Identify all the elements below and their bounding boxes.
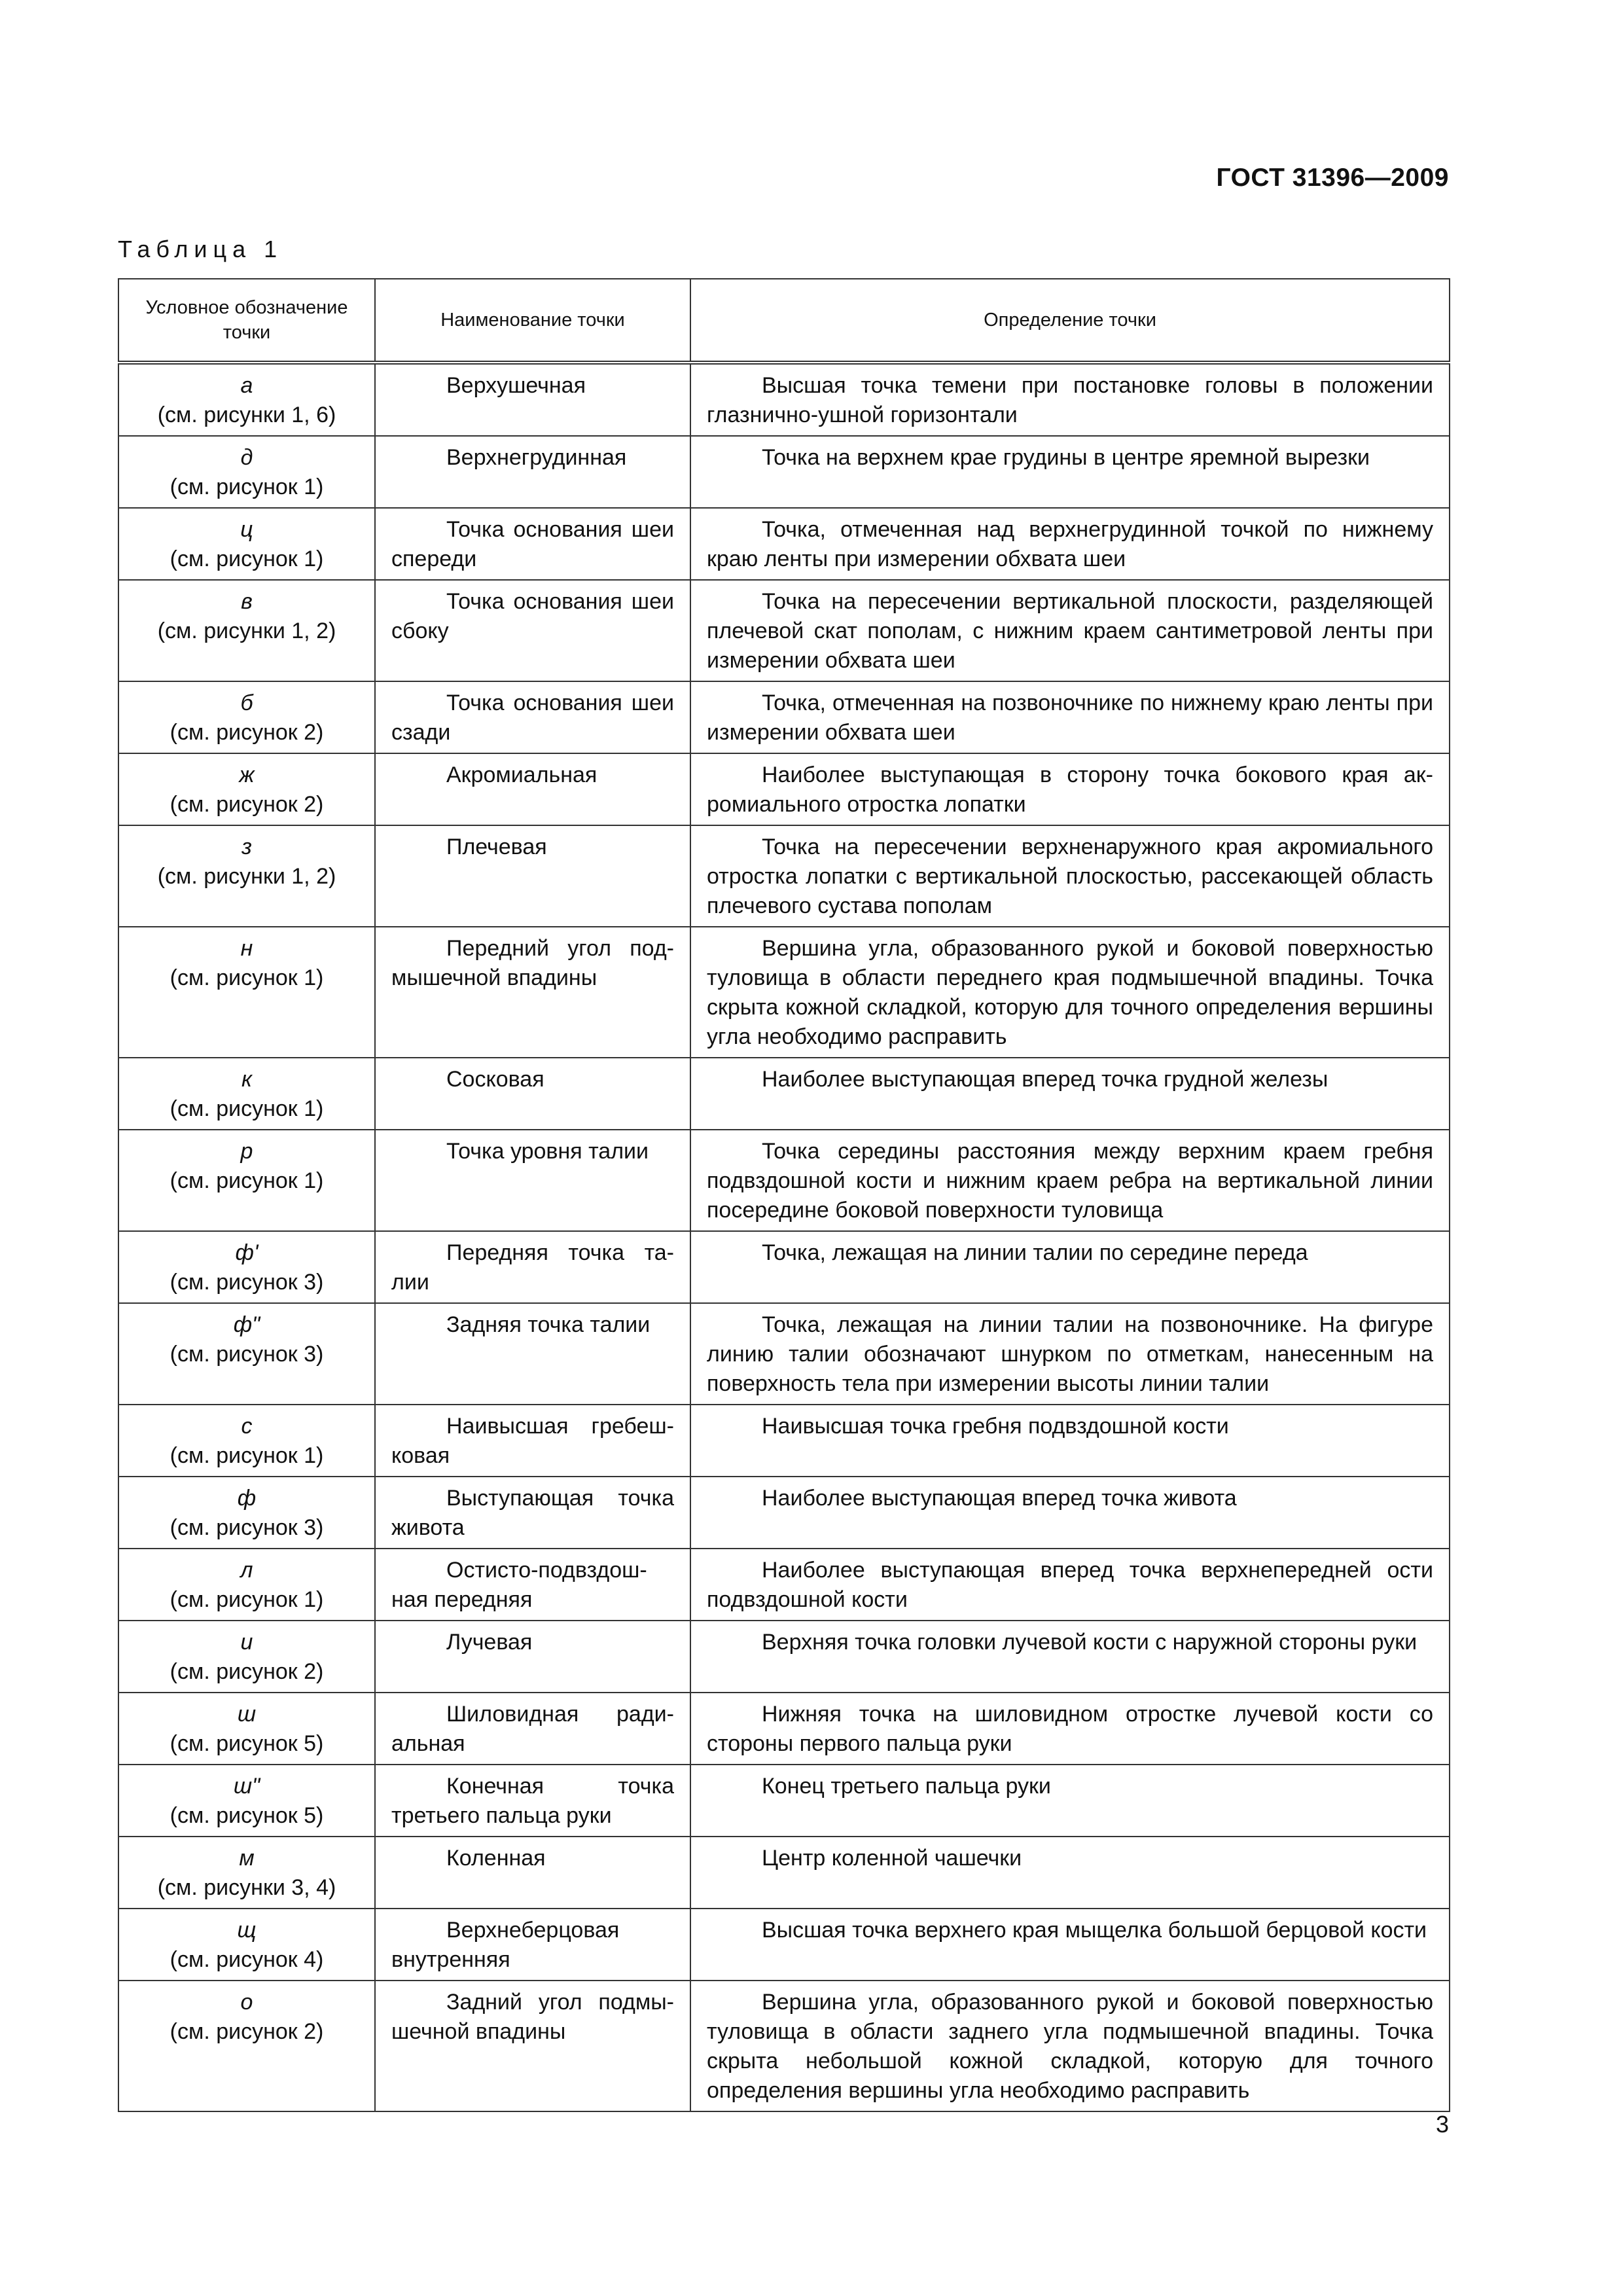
point-code-cell — [118, 1130, 375, 1231]
point-definition-cell: Точка, лежащая на линии талии по середине переда — [690, 1231, 1450, 1303]
point-definition-cell: Точка на верхнем крае грудины в центре яремной вырезки — [690, 436, 1450, 508]
page-number: 3 — [1435, 2111, 1449, 2138]
point-code-letter: ф — [237, 1486, 257, 1511]
point-name-cell: Плечевая — [375, 825, 690, 927]
point-code-letter: в — [241, 589, 253, 614]
table-row — [118, 927, 1450, 1058]
point-code-letter: и — [240, 1630, 253, 1655]
point-definition-cell: Конец третьего пальца руки — [690, 1765, 1450, 1837]
table-row — [118, 436, 1450, 508]
point-code-letter: д — [240, 445, 253, 470]
point-code-cell — [118, 1765, 375, 1837]
table-caption: Таблица 1 — [118, 236, 283, 262]
figure-reference: (см. рисунок 1) — [169, 1096, 324, 1121]
point-definition-cell: Наиболее выступающая вперед точка верхнепередней ости подвздошной кости — [690, 1549, 1450, 1621]
point-code-cell — [118, 753, 375, 825]
point-code-cell — [118, 681, 375, 753]
table-row — [118, 1549, 1450, 1621]
point-code-letter: б — [240, 691, 253, 715]
point-code-letter: з — [241, 834, 252, 859]
column-header-code: Условное обозначение точки — [118, 279, 375, 363]
point-name-cell: Точка основания шеи сбоку — [375, 580, 690, 681]
point-name-cell: Задний угол подмышечной впадины — [375, 1981, 690, 2111]
figure-reference: (см. рисунки 1, 2) — [157, 619, 336, 643]
table-row — [118, 825, 1450, 927]
point-definition-cell: Точка, лежащая на линии талии на позвоночнике. На фигуре линию талии обозначают шнурком по отметкам, нанесенным на поверхность тела при измерении высоты линии талии — [690, 1303, 1450, 1405]
point-code-letter: о — [240, 1990, 253, 2015]
point-code-letter: ф" — [233, 1312, 260, 1337]
point-code-cell — [118, 1909, 375, 1981]
table-row — [118, 1303, 1450, 1405]
figure-reference: (см. рисунки 1, 2) — [157, 864, 336, 889]
table-row — [118, 1693, 1450, 1765]
point-code-cell — [118, 1405, 375, 1477]
table-row — [118, 1130, 1450, 1231]
point-code-cell — [118, 1231, 375, 1303]
point-name-cell: Остисто-подвздошная передняя — [375, 1549, 690, 1621]
table-row — [118, 1909, 1450, 1981]
point-name-cell: Точка уровня талии — [375, 1130, 690, 1231]
point-code-letter: а — [240, 373, 253, 398]
figure-reference: (см. рисунок 3) — [169, 1270, 324, 1295]
figure-reference: (см. рисунок 1) — [169, 1443, 324, 1468]
point-definition-cell: Высшая точка верхнего края мыщелка большой берцовой кости — [690, 1909, 1450, 1981]
column-header-name: Наименование точки — [375, 279, 690, 363]
table-row — [118, 1837, 1450, 1909]
point-code-cell — [118, 1621, 375, 1693]
figure-reference: (см. рисунок 2) — [169, 1659, 324, 1684]
point-definition-cell: Точка на пересечении вертикальной плоскости, разделяющей плечевой скат пополам, с нижним краем сантиметровой ленты при измерении обхвата шеи — [690, 580, 1450, 681]
table-body — [118, 363, 1450, 2111]
figure-reference: (см. рисунок 1) — [169, 1168, 324, 1193]
header-row — [118, 279, 1450, 363]
point-name-cell: Наивысшая гребешковая — [375, 1405, 690, 1477]
figure-reference: (см. рисунок 3) — [169, 1342, 324, 1367]
table-row — [118, 681, 1450, 753]
point-code-letter: ш — [237, 1702, 257, 1727]
point-definition-cell: Центр коленной чашечки — [690, 1837, 1450, 1909]
figure-reference: (см. рисунок 4) — [169, 1947, 324, 1972]
point-code-cell — [118, 1303, 375, 1405]
table-header — [118, 279, 1450, 363]
point-code-cell — [118, 1477, 375, 1549]
table-row — [118, 753, 1450, 825]
point-name-cell: Верхнеберцовая внутренняя — [375, 1909, 690, 1981]
point-code-letter: м — [239, 1846, 255, 1871]
table-row — [118, 508, 1450, 580]
point-code-cell — [118, 363, 375, 436]
point-name-cell: Лучевая — [375, 1621, 690, 1693]
table-row — [118, 1477, 1450, 1549]
figure-reference: (см. рисунок 2) — [169, 792, 324, 817]
figure-reference: (см. рисунок 1) — [169, 1587, 324, 1612]
point-code-cell — [118, 1981, 375, 2111]
point-name-cell: Коленная — [375, 1837, 690, 1909]
table-row — [118, 363, 1450, 436]
table-row — [118, 1231, 1450, 1303]
table-row — [118, 1621, 1450, 1693]
point-code-cell — [118, 927, 375, 1058]
document-id-header: ГОСТ 31396—2009 — [1216, 164, 1449, 192]
point-definition-cell: Наиболее выступающая вперед точка живота — [690, 1477, 1450, 1549]
point-definition-cell: Точка, отмеченная над верхнегрудинной точкой по нижнему краю ленты при измерении обхвата шеи — [690, 508, 1450, 580]
point-definition-cell: Вершина угла, образованного рукой и боковой поверхностью туловища в области переднего края подмышечной впадины. Точка скрыта кожной складкой, которую для точного определения вершины угла необходимо расправить — [690, 927, 1450, 1058]
figure-reference: (см. рисунок 2) — [169, 720, 324, 745]
point-code-letter: р — [240, 1139, 253, 1164]
table-row — [118, 1765, 1450, 1837]
point-definition-cell: Точка середины расстояния между верхним краем гребня подвздошной кости и нижним краем ребра на вертикальной линии посередине боковой поверхности туловища — [690, 1130, 1450, 1231]
point-code-letter: с — [241, 1414, 253, 1439]
figure-reference: (см. рисунок 1) — [169, 475, 324, 499]
table-row — [118, 1058, 1450, 1130]
point-code-cell — [118, 1058, 375, 1130]
point-code-letter: н — [240, 936, 253, 961]
point-definition-cell: Высшая точка темени при постановке головы в положении глазнично-ушной горизонтали — [690, 363, 1450, 436]
figure-reference: (см. рисунок 1) — [169, 965, 324, 990]
point-definition-cell: Наивысшая точка гребня подвздошной кости — [690, 1405, 1450, 1477]
point-name-cell: Задняя точка талии — [375, 1303, 690, 1405]
column-header-definition: Определение точки — [690, 279, 1450, 363]
point-name-cell: Передняя точка талии — [375, 1231, 690, 1303]
figure-reference: (см. рисунок 3) — [169, 1515, 324, 1540]
point-code-cell — [118, 825, 375, 927]
point-name-cell: Шиловидная радиальная — [375, 1693, 690, 1765]
point-code-letter: щ — [237, 1918, 257, 1943]
point-code-cell — [118, 436, 375, 508]
point-name-cell: Точка основания шеи сзади — [375, 681, 690, 753]
figure-reference: (см. рисунки 3, 4) — [157, 1875, 336, 1900]
point-definition-cell: Наиболее выступающая вперед точка грудной железы — [690, 1058, 1450, 1130]
point-definition-cell: Точка, отмеченная на позвоночнике по нижнему краю ленты при измерении обхвата шеи — [690, 681, 1450, 753]
point-code-letter: ц — [240, 517, 253, 542]
point-name-cell: Передний угол подмышечной впадины — [375, 927, 690, 1058]
figure-reference: (см. рисунок 1) — [169, 547, 324, 571]
point-definition-cell: Верхняя точка головки лучевой кости с наружной стороны руки — [690, 1621, 1450, 1693]
figure-reference: (см. рисунок 5) — [169, 1803, 324, 1828]
point-name-cell: Акромиальная — [375, 753, 690, 825]
point-code-cell — [118, 580, 375, 681]
table-row — [118, 1981, 1450, 2111]
point-name-cell: Конечная точка третьего пальца руки — [375, 1765, 690, 1837]
figure-reference: (см. рисунки 1, 6) — [157, 403, 336, 427]
point-code-cell — [118, 508, 375, 580]
table-row — [118, 1405, 1450, 1477]
figure-reference: (см. рисунок 2) — [169, 2019, 324, 2044]
point-definition-cell: Вершина угла, образованного рукой и боковой поверхностью туловища в области заднего угла подмышечной впадины. Точка скрыта небольшой кожной складкой, которую для точного определения вершины угла необходимо расправить — [690, 1981, 1450, 2111]
point-name-cell: Верхнегрудинная — [375, 436, 690, 508]
table-row — [118, 580, 1450, 681]
point-code-letter: л — [240, 1558, 253, 1583]
point-name-cell: Точка основания шеи спереди — [375, 508, 690, 580]
point-name-cell: Сосковая — [375, 1058, 690, 1130]
point-code-letter: ш" — [233, 1774, 260, 1799]
point-code-cell — [118, 1549, 375, 1621]
point-code-letter: ж — [239, 762, 255, 787]
point-code-letter: ф' — [235, 1240, 259, 1265]
anthropometric-points-table — [118, 278, 1450, 2112]
point-name-cell: Верхушечная — [375, 363, 690, 436]
point-name-cell: Выступающая точка живота — [375, 1477, 690, 1549]
figure-reference: (см. рисунок 5) — [169, 1731, 324, 1756]
point-code-cell — [118, 1693, 375, 1765]
point-definition-cell: Точка на пересечении верхненаружного края акромиального отростка лопатки с вертикальной плоскостью, рассекающей область плечевого сустава пополам — [690, 825, 1450, 927]
point-code-cell — [118, 1837, 375, 1909]
point-code-letter: к — [241, 1067, 253, 1092]
point-definition-cell: Наиболее выступающая в сторону точка бокового края акромиального отростка лопатки — [690, 753, 1450, 825]
point-definition-cell: Нижняя точка на шиловидном отростке лучевой кости со стороны первого пальца руки — [690, 1693, 1450, 1765]
